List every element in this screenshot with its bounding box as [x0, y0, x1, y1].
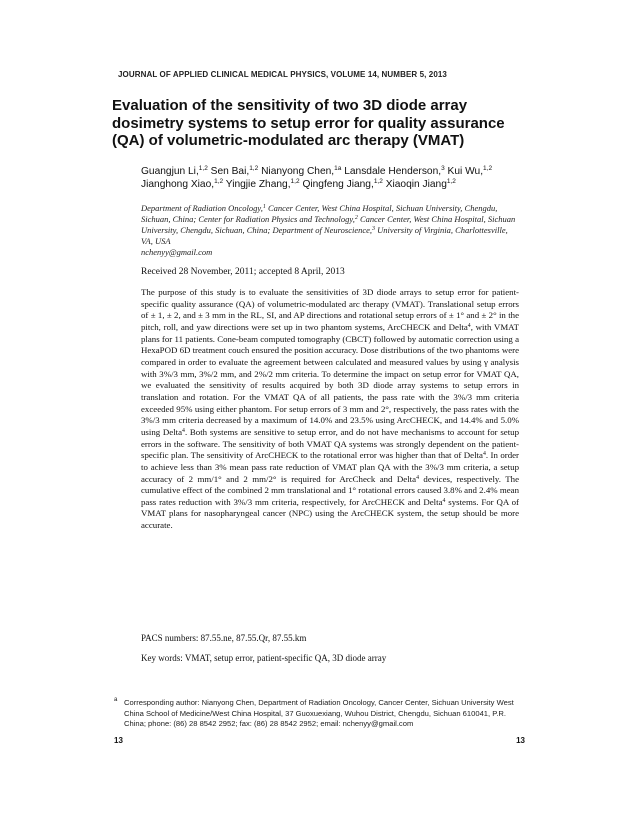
abstract-text: . Both systems are sensitive to setup error, and do not have mechanisms to account for setup errors in the software. The sensitivity of both VMAT QA systems was strongly dependent on the patient-specific plan. The sensitivity of ArcCHECK to the rotational error was higher than that of Delta — [141, 426, 519, 461]
author-name: Xiaoqin Jiang — [385, 178, 447, 190]
superscript: 4 — [467, 322, 471, 329]
author-name: Lansdale Henderson, — [344, 166, 442, 177]
journal-header: JOURNAL OF APPLIED CLINICAL MEDICAL PHYSICS, VOLUME 14, NUMBER 5, 2013 — [118, 70, 447, 79]
author-affiliation-marker: 1,2 — [214, 177, 224, 185]
author-affiliation-marker: 1a — [334, 165, 342, 172]
received-dates: Received 28 November, 2011; accepted 8 April, 2013 — [141, 267, 345, 277]
author-affiliation-marker: 1,2 — [249, 165, 259, 172]
author-list — [141, 166, 521, 191]
author-affiliation-marker: 1,2 — [290, 177, 300, 185]
author-affiliation-marker: 1,2 — [198, 165, 208, 172]
author-affiliation-marker: 1,2 — [483, 165, 493, 172]
page-number-right: 13 — [516, 736, 525, 745]
affiliation-marker: 2 — [354, 215, 358, 221]
corresponding-author-footnote: Corresponding author: Nianyong Chen, Department of Radiation Oncology, Cancer Center, Sichuan University West China School of Medicine/West China Hospital, 37 Guoxuexiang, Wuhou District, Chengdu, Sichuan 610041, P.R. China; phone: (86) 28 8542 2952; fax: (86) 28 8542 2952; email: nchenyy@gmail.com — [124, 698, 514, 729]
abstract — [141, 287, 519, 532]
author-name: Qingfeng Jiang, — [302, 178, 374, 190]
abstract-text: systems. For QA of VMAT plans for nasopharyngeal cancer (NPC) using the ArcCHECK system, the setup should be more accurate. — [141, 496, 519, 531]
superscript: 4 — [482, 451, 486, 458]
author-name: Sen Bai, — [210, 166, 250, 177]
author-affiliation-marker: 1,2 — [446, 177, 456, 185]
affiliation-marker: 1 — [262, 204, 266, 210]
article-title: Evaluation of the sensitivity of two 3D diode array dosimetry systems to setup error for quality assurance (QA) of volumetric-modulated arc therapy (VMAT) — [112, 97, 505, 149]
affiliation-text: Cancer Center, West China Hospital, Sichuan University, Chengdu, Sichuan, China; Department of Neuroscience, — [141, 214, 516, 235]
author-name: Jianghong Xiao, — [141, 178, 215, 190]
page-number-left: 13 — [114, 736, 123, 745]
abstract-text: , with VMAT plans for 11 patients. Cone-beam computed tomography (CBCT) followed by automatic correction using a HexaPOD 6D treatment couch ensured the position accuracy. Dose distributions of the two phantoms were compared in order to evaluate the agreement between calculated and measured values by using γ analysis with 3%/3 mm, 3%/2 mm, and 2%/2 mm criteria. To determine the impact on setup error for VMAT QA, we evaluated the sensitivity of results acquired by both 3D diode array systems to setup errors in translation and rotation. For the VMAT QA of all patients, the pass rate with the 3%/3 mm criteria exceeded 95% using either phantom. For setup errors of 3 mm and 2°, respectively, the pass rates with the 3%/3 mm criteria decreased by a maximum of 14.0% and 23.5% using ArcCHECK, and 14.4% and 5.0% using Delta — [141, 321, 519, 437]
author-affiliation-marker: 1,2 — [373, 177, 383, 185]
author-name: Kui Wu, — [447, 166, 484, 177]
author-affiliation-marker: 3 — [441, 165, 445, 172]
author-name: Guangjun Li, — [141, 166, 199, 177]
affiliation-text: University of Virginia, Charlottesville, VA, USA — [141, 225, 508, 246]
superscript: 4 — [182, 427, 185, 434]
affiliation-text: Department of Radiation Oncology, — [141, 203, 263, 213]
abstract-text: devices, respectively. The cumulative effect of the combined 2 mm translational and 1° rotational errors caused 3.8% and 2.4% mean pass rates reduction with 3%/3 mm criteria, respectively, for ArcCHECK and Delta — [141, 473, 520, 507]
author-email-link[interactable]: nchenyy@gmail.com — [141, 247, 213, 257]
affiliations — [141, 203, 521, 258]
affiliation-marker: 3 — [372, 226, 376, 232]
keywords: Key words: VMAT, setup error, patient-specific QA, 3D diode array — [141, 653, 387, 663]
superscript: 4 — [442, 497, 446, 504]
abstract-text: . In order to achieve less than 3% mean pass rate reduction of VMAT plan QA with the 3%/3 mm criteria, a setup accuracy of 2 mm/1° and 2 mm/2° is required for ArcCheck and Delta — [141, 450, 519, 484]
pacs-numbers: PACS numbers: 87.55.ne, 87.55.Qr, 87.55.km — [141, 633, 307, 643]
abstract-text: The purpose of this study is to evaluate the sensitivities of 3D diode arrays to setup error for patient-specific quality assurance (QA) of volumetric-modulated arc therapy (VMAT). Translational setup errors of ± 1, ± 2, and ± 3 mm in the RL, SI, and AP directions and rotational setup errors of ± 1° and ± 2° in the pitch, roll, and yaw directions were set up in two phantom systems, ArcCHECK and Delta — [141, 287, 519, 332]
superscript: 4 — [416, 474, 419, 481]
affiliation-text: Cancer Center, West China Hospital, Sichuan University, Chengdu, Sichuan, China; Center for Radiation Physics and Technology, — [141, 203, 498, 224]
footnote-marker: a — [114, 697, 118, 703]
author-name: Yingjie Zhang, — [225, 178, 291, 190]
author-name: Nianyong Chen, — [261, 166, 335, 177]
